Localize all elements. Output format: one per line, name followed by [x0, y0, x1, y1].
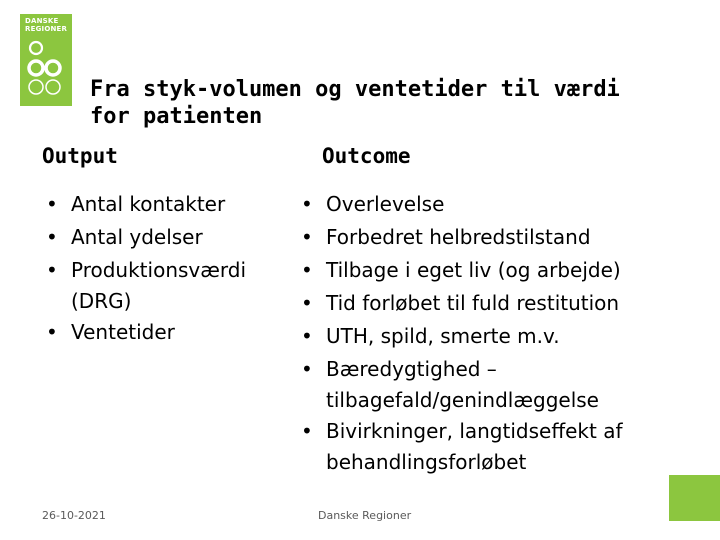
list-item-text: Bivirkninger, langtidseffekt af [326, 419, 623, 443]
footer-date: 26-10-2021 [42, 509, 106, 522]
list-item-text: Ventetider [71, 320, 175, 344]
bullet: • [46, 320, 58, 344]
list-item [297, 415, 697, 477]
bullet: • [301, 419, 313, 443]
list-item [297, 320, 697, 353]
bullet: • [301, 192, 313, 216]
bullet: • [301, 258, 313, 282]
bullet: • [46, 225, 58, 249]
list-item [297, 188, 697, 221]
bullet: • [301, 225, 313, 249]
logo-line-2: REGIONER [25, 25, 68, 33]
bullet: • [46, 192, 58, 216]
list-item [42, 316, 292, 349]
bullet: • [301, 291, 313, 315]
list-item [297, 254, 697, 287]
outcome-list [297, 188, 697, 477]
list-item-text: Produktionsværdi [71, 258, 247, 282]
list-item-text-continued: tilbagefald/genindlæggelse [326, 388, 599, 412]
slide-title-line-1: Fra styk-volumen og ventetider til værdi [90, 77, 620, 102]
list-item-text: Antal kontakter [71, 192, 226, 216]
list-item-text: Tilbage i eget liv (og arbejde) [326, 258, 621, 282]
list-item-text: Overlevelse [326, 192, 445, 216]
slide-title-line-2: for patienten [90, 104, 263, 129]
output-heading: Output [42, 144, 118, 168]
bullet: • [301, 324, 313, 348]
list-item-text: Tid forløbet til fuld restitution [326, 291, 620, 315]
logo-line-1: DANSKE [25, 17, 59, 25]
footer-organization: Danske Regioner [318, 509, 412, 522]
bullet: • [301, 357, 313, 381]
list-item [42, 221, 292, 254]
corner-accent-square [669, 475, 720, 521]
output-list [42, 188, 292, 349]
list-item [42, 254, 292, 316]
list-item-text: Bæredygtighed – [326, 357, 497, 381]
outcome-heading: Outcome [322, 144, 411, 168]
slide-title [90, 76, 670, 130]
list-item [297, 353, 697, 415]
logo-circles-icon [20, 14, 72, 106]
bullet: • [46, 258, 58, 282]
list-item [42, 188, 292, 221]
list-item-text: Forbedret helbredstilstand [326, 225, 591, 249]
list-item-text: Antal ydelser [71, 225, 203, 249]
list-item-text: UTH, spild, smerte m.v. [326, 324, 560, 348]
list-item [297, 287, 697, 320]
list-item-text-continued: behandlingsforløbet [326, 450, 527, 474]
list-item [297, 221, 697, 254]
list-item-text-continued: (DRG) [71, 289, 132, 313]
danske-regioner-logo [20, 14, 72, 106]
